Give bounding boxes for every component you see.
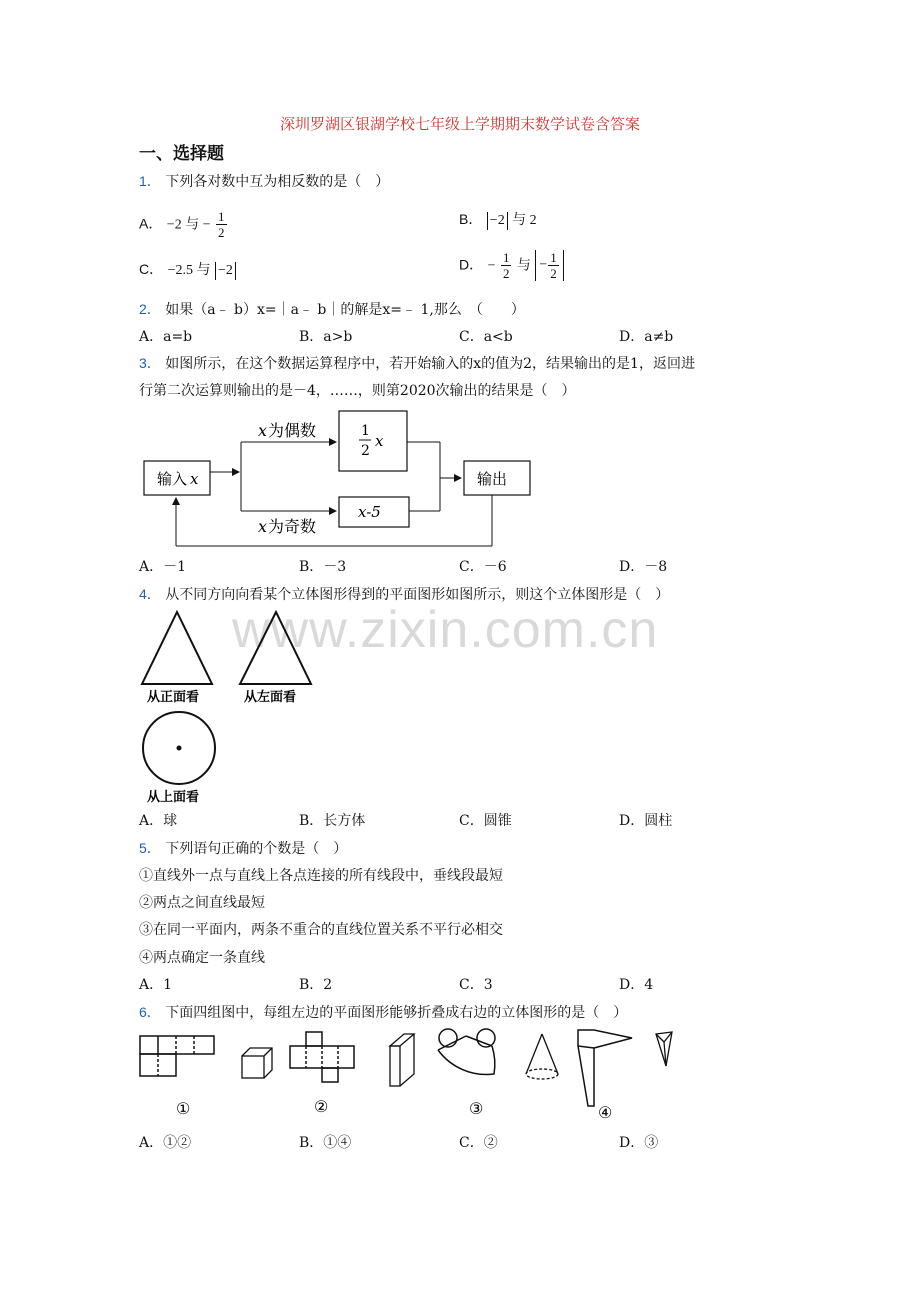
option-a[interactable]: A．1 [139,977,173,993]
page-title: 深圳罗湖区银湖学校七年级上学期期末数学试卷含答案 [279,115,640,133]
input-variable: x [190,470,199,488]
fraction [501,250,512,281]
question-number: 3． [139,355,161,371]
input-label: 输入 [157,470,188,488]
absolute-value: −2 [215,262,236,280]
absolute-value: −2 [487,212,508,230]
option-text: −2 与 − [166,217,211,233]
statement-3: ③在同一平面内，两条不重合的直线位置关系不平行必相交 [139,922,503,938]
question-text: 下列各对数中互为相反数的是（ ） [165,174,390,190]
cone-3 [526,1034,558,1079]
prism-2 [390,1034,414,1086]
question-1 [139,171,389,192]
odd-variable: x [258,517,268,536]
question-number: 5． [139,840,161,856]
question-number: 6． [139,1004,161,1020]
statement-1: ①直线外一点与直线上各点连接的所有线段中，垂线段最短 [139,868,503,884]
group-label-4: ④ [598,1103,613,1122]
option-label: B． [459,211,483,227]
question-text: 如图所示，在这个数据运算程序中，若开始输入的x的值为2，结果输出的是1，返回进 [165,356,695,372]
numerator: 1 [218,209,225,224]
option-a[interactable]: A．①② [139,1135,192,1151]
three-views-figure [138,608,318,808]
odd-label: 为奇数 [268,517,317,536]
denominator: 2 [218,225,225,240]
output-label: 输出 [477,470,508,488]
half-variable: x [375,432,384,450]
half-box [339,411,407,471]
question-text: 下列语句正确的个数是（ ） [165,841,348,857]
even-variable: x [258,421,268,440]
question-4 [139,584,669,605]
question-number: 4． [139,586,161,602]
question-text: 如果（a﹣ b）x=｜a﹣ b｜的解是x=﹣ 1,那么 （ ） [165,302,525,318]
left-view-label: 从左面看 [244,690,297,705]
option-text: 与 2 [512,213,537,228]
question-text: 从不同方向向看某个立体图形得到的平面图形如图所示，则这个立体图形是（ ） [165,587,670,603]
question-6 [139,1002,627,1023]
option-c[interactable]: C．② [459,1135,498,1151]
option-b[interactable]: B．长方体 [299,813,366,829]
denominator: 2 [502,266,510,281]
net-3 [438,1029,495,1074]
option-d[interactable]: D．－8 [619,559,668,575]
option-d[interactable]: D．4 [619,977,654,993]
option-c[interactable]: C．3 [459,977,493,993]
option-c[interactable]: C．圆锥 [459,813,512,829]
cube-1 [242,1048,272,1078]
top-view-label: 从上面看 [147,790,200,805]
folding-figures [136,1026,696,1126]
option-text: − [487,258,496,274]
option-d[interactable]: D．圆柱 [619,813,673,829]
pyramid-4 [656,1032,672,1066]
option-a[interactable]: A．－1 [139,559,187,575]
question-text: 下面四组图中，每组左边的平面图形能够折叠成右边的立体图形的是（ ） [165,1005,628,1021]
minus-sign: − [539,257,548,273]
top-view-center-dot [177,746,182,751]
fraction [216,209,227,240]
option-b[interactable] [459,209,537,231]
option-c[interactable]: C．a<b [459,329,513,345]
numerator: 1 [550,250,557,265]
net-1 [140,1036,214,1076]
front-view-label: 从正面看 [147,690,200,705]
front-view-triangle [142,612,212,684]
option-a[interactable] [139,209,228,240]
section-heading: 一、选择题 [139,144,224,164]
watermark: www.zixin.com.cn [232,601,659,659]
question-3-line-2: 行第二次运算则输出的是－4，……，则第2020次输出的结果是（ ） [139,383,576,399]
option-b[interactable]: B．2 [299,977,333,993]
statement-4: ④两点确定一条直线 [139,950,265,966]
question-3 [139,353,695,374]
minus5-label: x-5 [358,503,381,521]
option-b[interactable]: B．－3 [299,559,347,575]
question-5 [139,838,347,859]
option-a[interactable]: A．a=b [139,329,193,345]
statement-2: ②两点之间直线最短 [139,895,265,911]
option-label: A． [139,215,163,232]
half-numerator: 1 [361,423,370,439]
denominator: 2 [550,266,557,281]
half-denominator: 2 [361,443,370,459]
option-c[interactable] [139,259,236,281]
group-label-3: ③ [469,1099,484,1118]
option-text: −2.5 与 [167,263,211,278]
option-d[interactable]: D．a≠b [619,329,674,345]
question-2 [139,299,525,320]
option-b[interactable]: B．a>b [299,329,353,345]
group-label-2: ② [314,1097,329,1116]
option-label: C． [139,261,164,277]
option-a[interactable]: A．球 [139,813,178,829]
fraction [548,250,559,281]
option-b[interactable]: B．①④ [299,1135,352,1151]
option-d[interactable] [459,250,564,281]
absolute-value [535,250,563,281]
even-label: 为偶数 [268,421,317,440]
group-label-1: ① [176,1099,191,1118]
option-c[interactable]: C．－6 [459,559,507,575]
option-label: D． [459,256,484,273]
net-4 [578,1030,632,1106]
question-number: 1． [139,173,161,189]
option-d[interactable]: D．③ [619,1135,659,1151]
flowchart [140,405,540,555]
numerator: 1 [502,250,510,265]
option-text: 与 [516,258,531,274]
left-view-triangle [240,612,311,684]
net-2 [290,1032,354,1082]
question-number: 2． [139,301,161,317]
